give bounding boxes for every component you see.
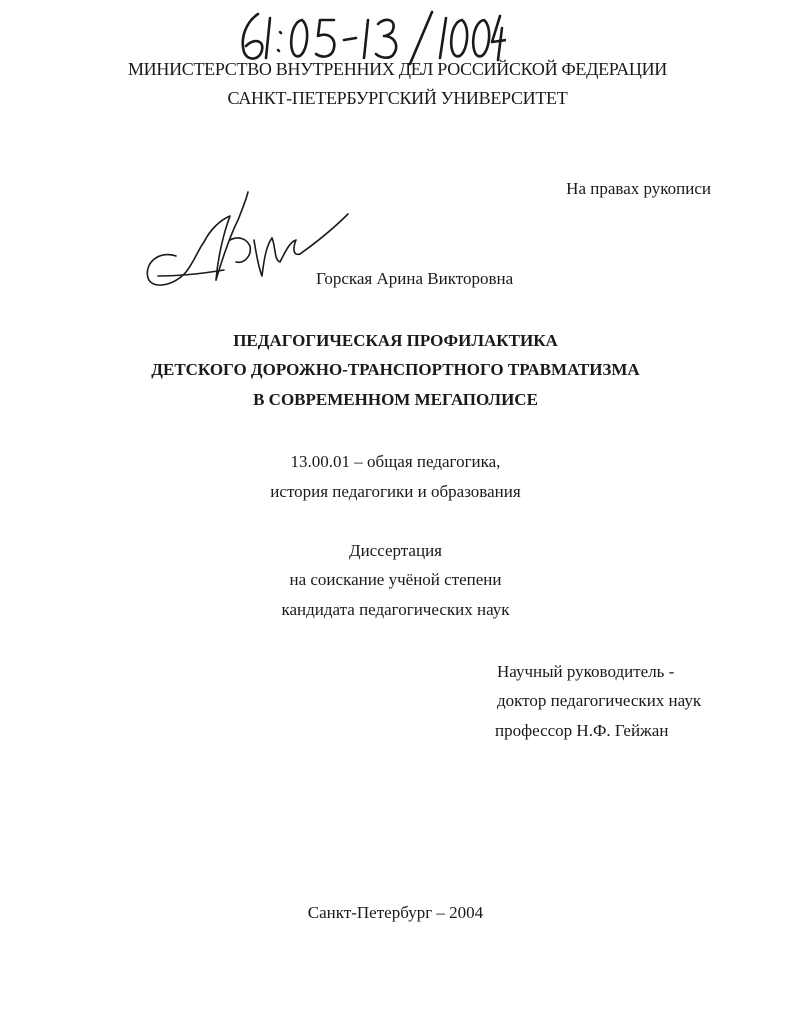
specialty-code: 13.00.01 – общая педагогика, (290, 452, 501, 471)
ministry-name: МИНИСТЕРСТВО ВНУТРЕННИХ ДЕЛ РОССИЙСКОЙ ФЕДЕРАЦИИ (127, 59, 668, 79)
university-name: САНКТ-ПЕТЕРБУРГСКИЙ УНИВЕРСИТЕТ (227, 88, 568, 108)
dissertation-label: Диссертация (348, 541, 442, 560)
degree-name: кандидата педагогических наук (281, 600, 510, 619)
degree-purpose: на соискание учёной степени (289, 570, 502, 589)
author-name: Горская Арина Викторовна (316, 269, 514, 288)
specialty-name: история педагогики и образования (270, 482, 521, 501)
city-year: Санкт-Петербург – 2004 (307, 903, 484, 922)
supervisor-name: профессор Н.Ф. Гейжан (495, 721, 669, 740)
rights-note: На правах рукописи (566, 179, 711, 198)
dissertation-title-line-2: ДЕТСКОГО ДОРОЖНО-ТРАНСПОРТНОГО ТРАВМАТИЗМА (151, 360, 640, 379)
supervisor-degree: доктор педагогических наук (497, 691, 702, 710)
dissertation-title-line-1: ПЕДАГОГИЧЕСКАЯ ПРОФИЛАКТИКА (233, 331, 558, 350)
supervisor-label: Научный руководитель - (497, 662, 675, 681)
dissertation-title-line-3: В СОВРЕМЕННОМ МЕГАПОЛИСЕ (253, 390, 538, 409)
